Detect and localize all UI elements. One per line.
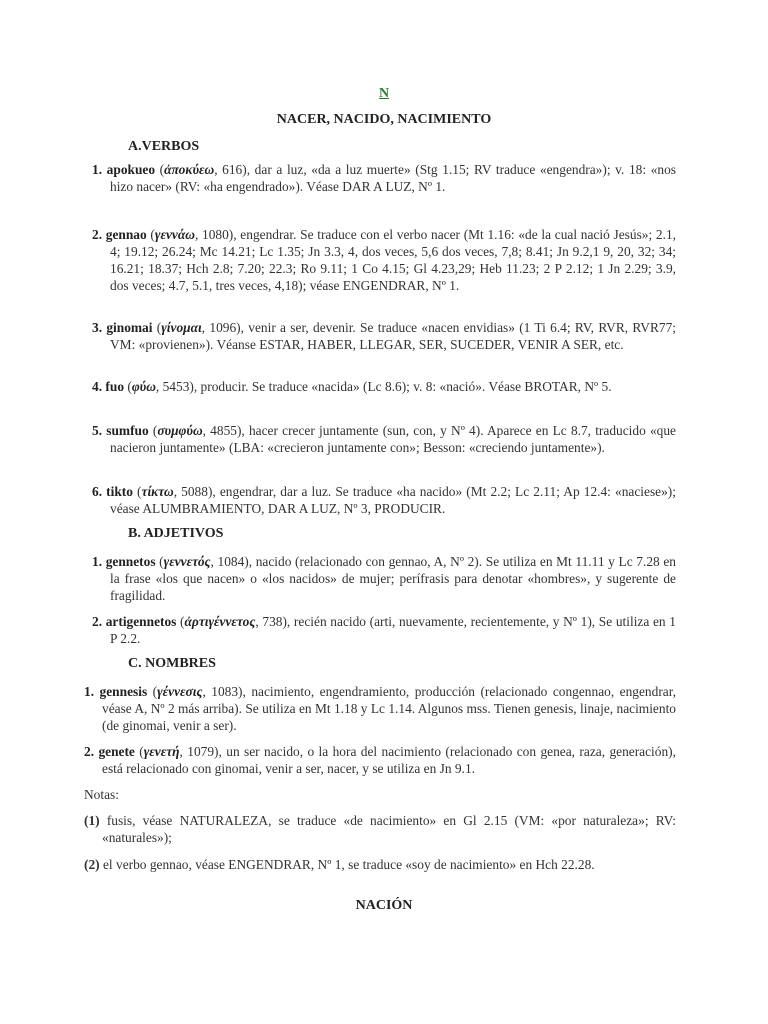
note-2: (2) el verbo gennao, véase ENGENDRAR, Nº 1, se traduce «soy de nacimiento» en Hch 22.28. — [84, 857, 595, 872]
section-heading-adjetivos: B. ADJETIVOS — [128, 526, 224, 541]
list-item-verbo-2: 2. gennao (γεννάω, 1080), engendrar. Se traduce con el verbo nacer (Mt 1.16: «de la cual nació Jesús»; 2.1, 4; 19.12; 26.24; Mc 14.21; Lc 1.35; Jn 3.3, 4, dos veces, 5,6 dos veces, 7,8; 8.41; Jn 9.2,1 9, 20, 32; 34; 16.21; 18.37; Hch 2.8; 7.20; 22.3; Ro 9.11; 1 Co 4.15; Gl 4.23,29; Heb 11.23; 2 P 2.12; 1 Jn 2.29; 3.9, dos veces; 4.7, 5.1, tres veces, 4,18); véase ENGENDRAR, Nº 1. — [92, 227, 676, 293]
list-item-nombre-1: 1. gennesis (γέννεσις, 1083), nacimiento, engendramiento, producción (relacionado congennao, engendrar, véase A, Nº 2 más arriba). Se utiliza en Mt 1.18 y Lc 1.14. Algunos mss. Tienen genesis, linaje, nacimiento (de ginomai, venir a ser). — [84, 684, 676, 733]
list-item-verbo-5: 5. sumfuo (συμφύω, 4855), hacer crecer juntamente (sun, con, y Nº 4). Aparece en Lc 8.7, traducido «que nacieron juntamente» (LBA: «crecieron juntamente con»; Besson: «creciendo juntamente»). — [92, 423, 677, 455]
list-item-adjetivo-2: 2. artigennetos (ἀρτιγέννετος, 738), recién nacido (arti, nuevamente, recientemente, y Nº 1), Se utiliza en 1 P 2.2. — [92, 614, 676, 646]
section-letter[interactable]: N — [378, 86, 390, 101]
note-1: (1) fusis, véase NATURALEZA, se traduce «de nacimiento» en Gl 2.15 (VM: «por naturaleza»; RV: «naturales»); — [84, 813, 676, 845]
notas-label: Notas: — [84, 787, 119, 802]
list-item-verbo-4: 4. fuo (φύω, 5453), producir. Se traduce «nacida» (Lc 8.6); v. 8: «nació». Véase BROTAR, Nº 5. — [92, 379, 612, 394]
list-item-verbo-3: 3. ginomai (γίνομαι, 1096), venir a ser, devenir. Se traduce «nacen envidias» (1 Ti 6.4; RV, RVR, RVR77; VM: «provienen»). Véanse ESTAR, HABER, LLEGAR, SER, SUCEDER, VENIR A SER, etc. — [92, 320, 676, 352]
list-item-adjetivo-1: 1. gennetos (γεννετός, 1084), nacido (relacionado con gennao, A, Nº 2). Se utiliza en Mt 11.11 y Lc 7.28 en la frase «los que nacen» o «los nacidos» de mujer; perífrasis para denotar «hombres», y sugerente de fragilidad. — [92, 554, 676, 603]
list-item-verbo-6: 6. tikto (τίκτω, 5088), engendrar, dar a luz. Se traduce «ha nacido» (Mt 2.2; Lc 2.11; Ap 12.4: «naciese»); véase ALUMBRAMIENTO, DAR A LUZ, Nº 3, PRODUCIR. — [92, 484, 676, 516]
list-item-verbo-1: 1. apokueo (ἀποκύεω, 616), dar a luz, «da a luz muerte» (Stg 1.15; RV traduce «engendra»); v. 18: «nos hizo nacer» (RV: «ha engendrado»). Véase DAR A LUZ, Nº 1. — [92, 162, 676, 194]
entry-title: NACER, NACIDO, NACIMIENTO — [276, 112, 492, 127]
list-item-nombre-2: 2. genete (γενετή, 1079), un ser nacido, o la hora del nacimiento (relacionado con genea, raza, generación), está relacionado con ginomai, venir a ser, nacer, y se utiliza en Jn 9.1. — [84, 744, 676, 776]
section-heading-verbos: A.VERBOS — [128, 139, 200, 154]
next-entry-title: NACIÓN — [355, 898, 413, 913]
section-heading-nombres: C. NOMBRES — [128, 656, 216, 671]
